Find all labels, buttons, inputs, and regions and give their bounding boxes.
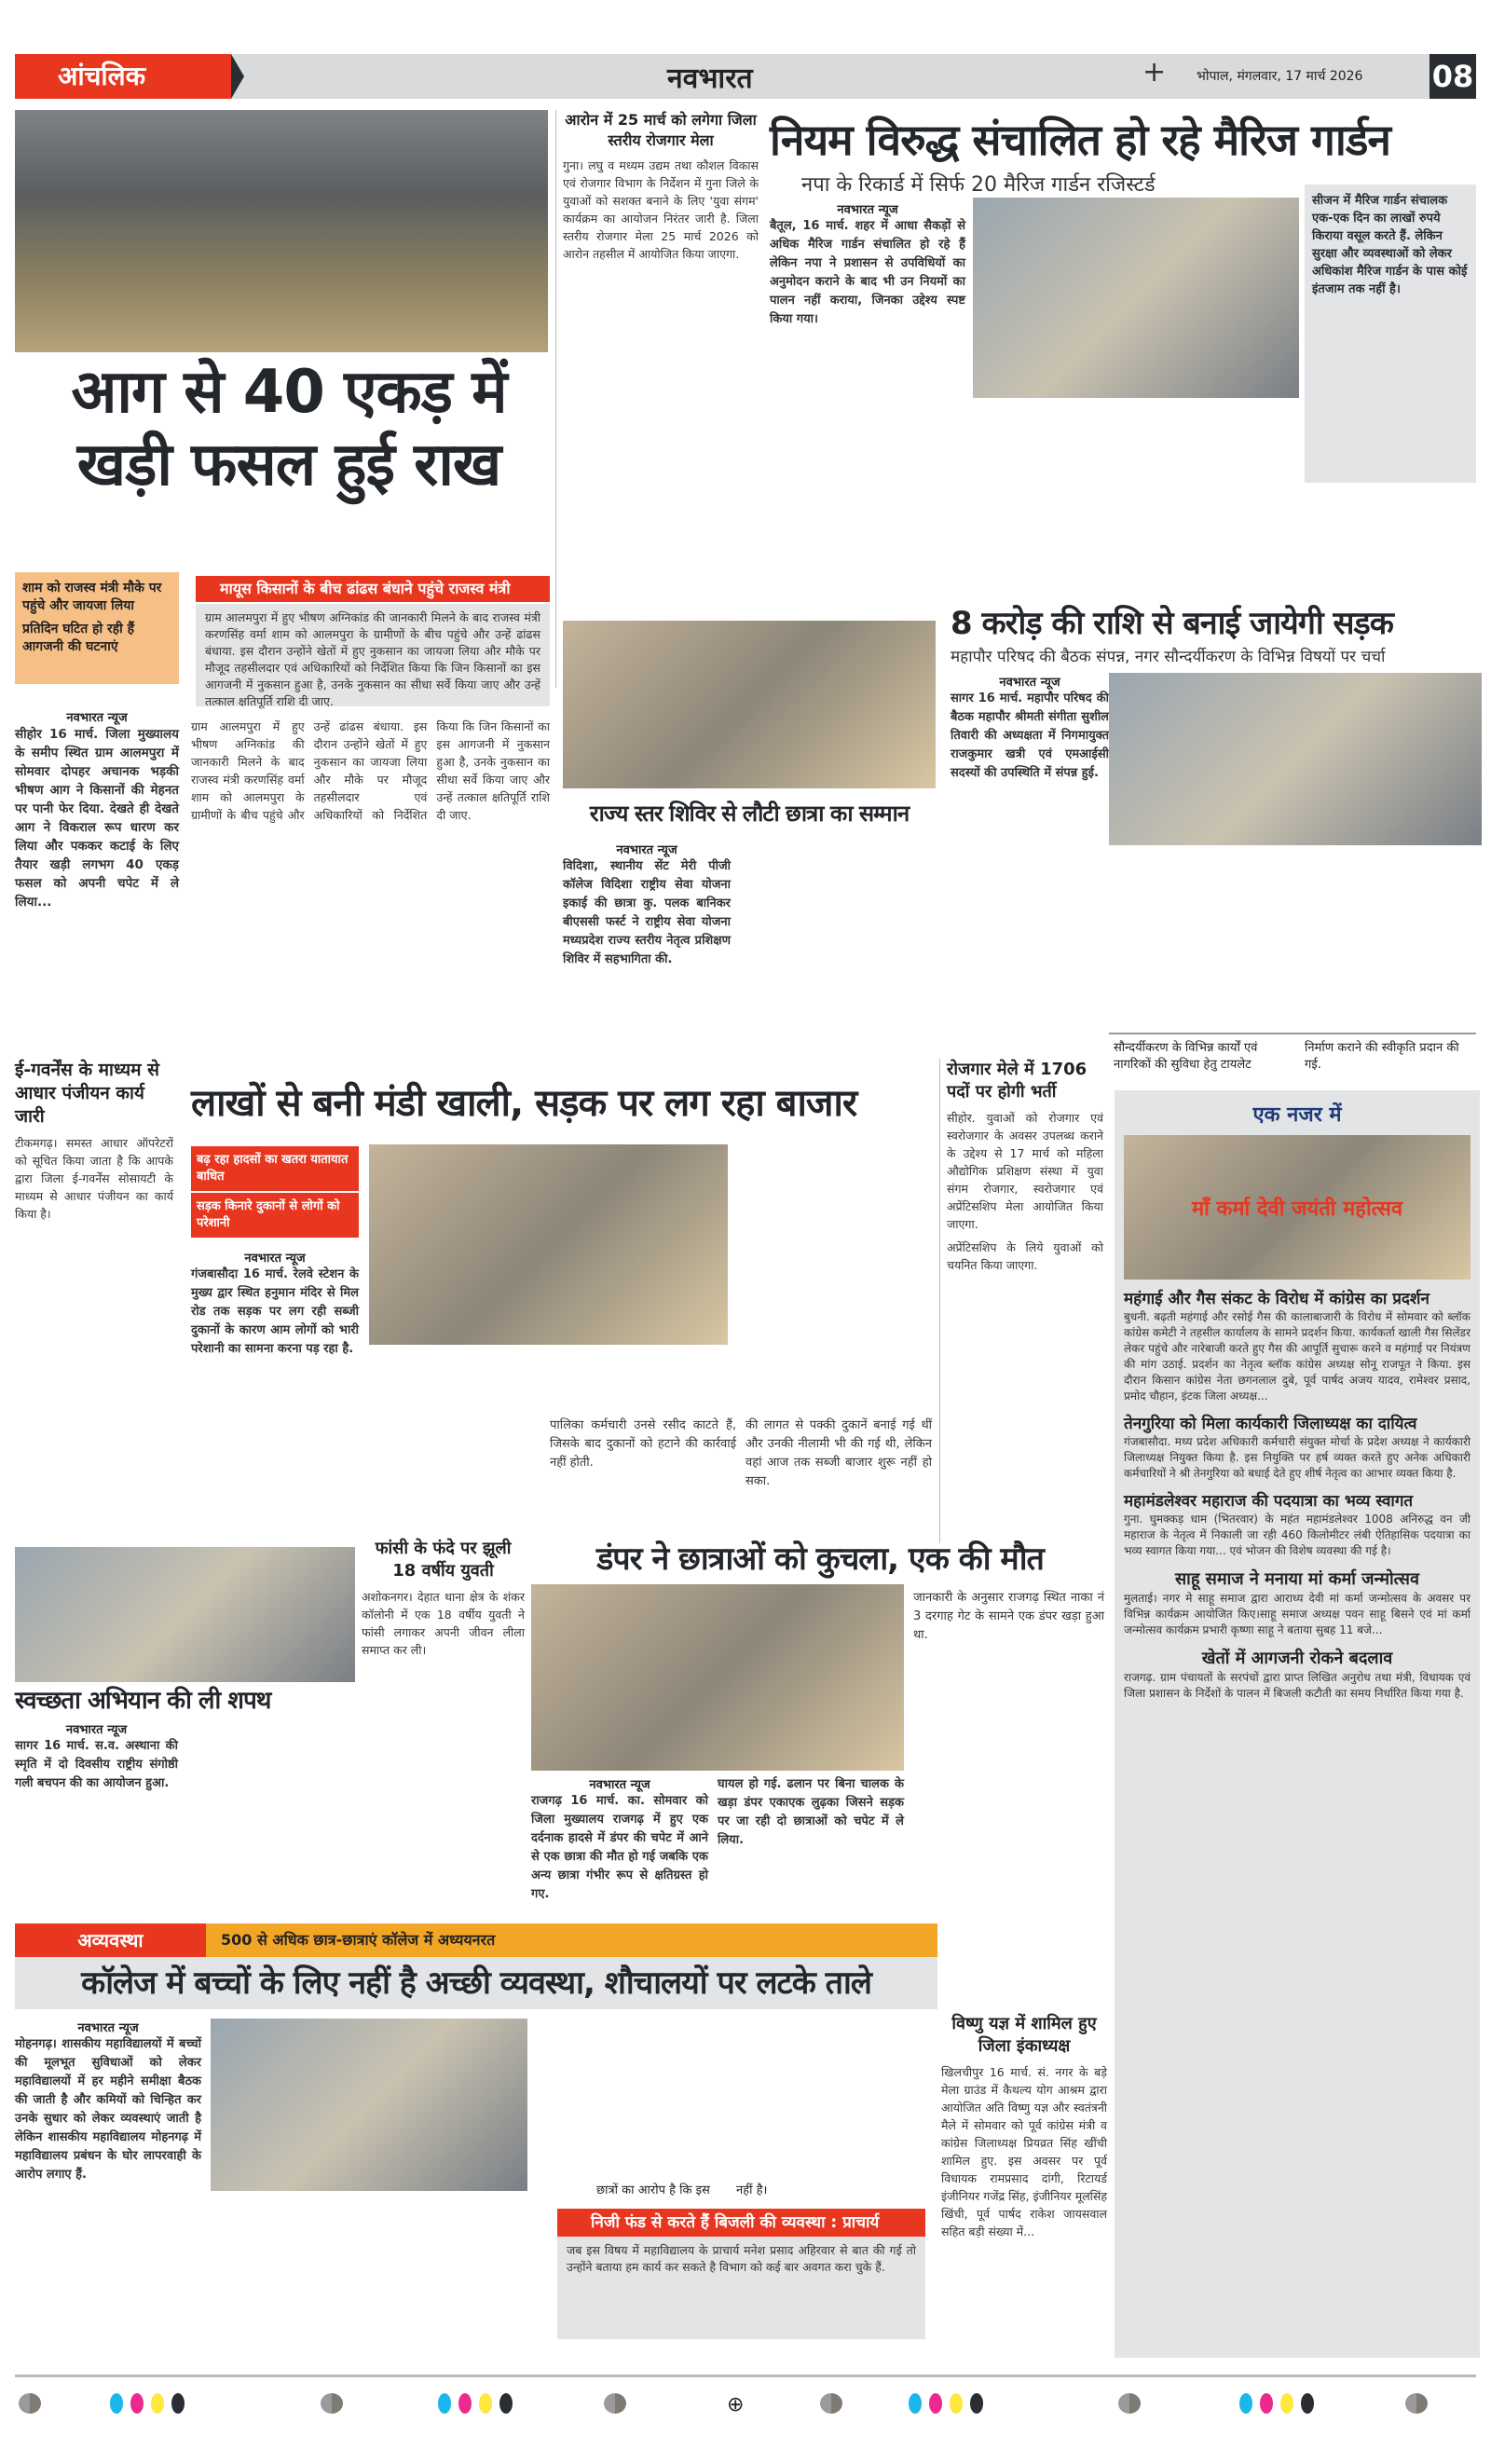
fire-subbody: ग्राम आलमपुरा में हुए भीषण अग्निकांड की जानकारी मिलने के बाद राजस्व मंत्री करणसिंह वर्मा शाम को आलमपुरा के ग्रामीणों के बीच पहुंचे और उन्हें ढांढस बंधाया. इस दौरान उन्होंने खेतों में हुए नुकसान का जायजा लिया और मौके पर मौजूद तहसीलदार एवं अधिकारियों को निर्देशित किया कि जिन किसानों का इस आगजनी में नुकसान हुआ है, उनके नुकसान का सीधा सर्वे किया जाए और उन्हें तत्काल क्षतिपूर्ति राशि दी जाए.	[196, 604, 550, 706]
fire-body: सीहोर 16 मार्च. जिला मुख्यालय के समीप स्थित ग्राम आलमपुरा में सोमवार दोपहर अचानक भड़की भीषण आग ने किसानों की मेहनत पर पानी फेर दिया. देखते ही देखते आग ने विकराल रूप धारण कर लिया और पककर कटाई के लिए तैयार खड़ी लगभग 40 एकड़ फसल को अपनी चपेट में ले लिया...	[15, 727, 179, 910]
ek-nazar-panel	[1115, 1090, 1480, 2358]
byline: नवभारत न्यूज	[999, 676, 1060, 690]
rojgar-ending: अप्रेंटिसशिप के लिये युवाओं को चयनित किया जाएगा.	[947, 1240, 1103, 1272]
rojgar-body: सीहोर. युवाओं को रोजगार एवं स्वरोजगार के अवसर उपलब्ध कराने के उद्देश्य से 17 मार्च को महिला औद्योगिक प्रशिक्षण संस्था में युवा संगम रोजगार, स्वरोजगार एवं अप्रेंटिसशिप मेला आयोजित किया जाएगा.	[947, 1111, 1103, 1231]
hanging-headline: फांसी के फंदे पर झूली 18 वर्षीय युवती	[375, 1539, 512, 1581]
page-number: 08	[1429, 54, 1476, 99]
fire-body-cols: ग्राम आलमपुरा में हुए भीषण अग्निकांड की जानकारी मिलने के बाद राजस्व मंत्री करणसिंह वर्मा शाम को आलमपुरा के ग्रामीणों के बीच पहुंचे और उन्हें ढांढस बंधाया. इस दौरान उन्होंने खेतों में हुए नुकसान का जायजा लिया और मौके पर मौजूद तहसीलदार एवं अधिकारियों को निर्देशित किया कि जिन किसानों का इस आगजनी में नुकसान हुआ है, उनके नुकसान का सीधा सर्वे किया जाए और उन्हें तत्काल क्षतिपूर्ति राशि दी जाए.	[191, 719, 550, 822]
registration-cross-icon: +	[1142, 56, 1167, 89]
fire-headline: आग से 40 एकड़ में खड़ी फसल हुई राख	[71, 358, 507, 500]
dumper-caption: घायल हो गई. ढलान पर बिना चालक के खड़ा डंपर एकाएक लुढ़का जिसने सड़क पर जा रही दो छात्राओं को चपेट में ले लिया.	[718, 1777, 904, 1847]
college-body: मोहनगढ़। शासकीय महाविद्यालयों में बच्चों की मूलभूत सुविधाओं को लेकर महाविद्यालयों में हर महीने समीक्षा बैठक की जाती है और कमियों को चिन्हित कर उनके सुधार को लेकर व्यवस्थाएं जाती है लेकिन शासकीय महाविद्यालय मोहनगढ़ में महाविद्यालय प्रबंधन के घोर लापरवाही के आरोप लगाए हैं.	[15, 2037, 201, 2182]
crosshair-icon: ⊕	[727, 2393, 745, 2416]
camp-headline: राज्य स्तर शिविर से लौटी छात्रा का सम्मान	[589, 801, 910, 827]
mandi-callout: बढ़ रहा हादसों का खतरा यातायात बाधित	[191, 1146, 359, 1191]
egov-headline: ई-गवर्नेंस के माध्यम से आधार पंजीयन कार्य जारी	[15, 1060, 159, 1127]
ek-nazar-item: महंगाई और गैस संकट के विरोध में कांग्रेस का प्रदर्शन बुधनी. बढ़ती महंगाई और रसोई गैस की कालाबाजारी के विरोध में सोमवार को ब्लॉक कांग्रेस कमेटी ने तहसील कार्यालय के सामने प्रदर्शन किया. कार्यकर्ता खाली गैस सिलेंडर लेकर पहुंचे और नारेबाजी करते हुए गैस की आपूर्ति सुचारू करने व महंगाई पर नियंत्रण की मांग उठाई. प्रदर्शन का नेतृत्व ब्लॉक कांग्रेस अध्यक्ष सोनू राजपूत ने किया. इस दौरान किसान कांग्रेस नेता छगनलाल दुबे, पूर्व पार्षद अजय यादव, रामेश्वर प्रसाद, प्रमोद चौहान, इंटक जिला अध्यक्ष...	[1124, 1290, 1470, 1403]
egov-body: टीकमगढ़। समस्त आधार ऑपरेटरों को सूचित किया जाता है कि आपके द्वारा जिला ई-गवर्नेंस सोसायटी के माध्यम से आधार पंजीयन का कार्य किया है।	[15, 1136, 173, 1221]
marriage-garden-photo	[973, 198, 1299, 398]
college-photo	[211, 2019, 527, 2191]
ek-nazar-item: साहू समाज ने मनाया मां कर्मा जन्मोत्सव मुलताई। नगर मे साहू समाज द्वारा आराध्य देवी मां कर्मा जन्मोत्सव के अवसर पर विभिन्न कार्यक्रम आयोजित किए।साहू समाज अध्यक्ष पवन साहू बिसने एवं मां कर्मा जन्मोत्सव कार्यक्रम प्रभारी कृष्णा साहू ने बताया सुबह 11 बजे...	[1124, 1569, 1470, 1636]
byline: नवभारत न्यूज	[244, 1252, 306, 1266]
mandi-headline: लाखों से बनी मंडी खाली, सड़क पर लग रहा बाजार	[191, 1082, 857, 1125]
gray-mark-icon	[820, 2393, 842, 2414]
byline: नवभारत न्यूज	[837, 203, 898, 217]
gray-mark-icon	[19, 2393, 41, 2414]
byline: नवभारत न्यूज	[77, 2021, 139, 2035]
college-kicker: 500 से अधिक छात्र-छात्राएं कॉलेज में अध्ययनरत	[206, 1923, 937, 1957]
swachhta-body: सागर 16 मार्च. स.व. अस्थाना की स्मृति में दो दिवसीय राष्ट्रीय संगोष्ठी गली बचपन की का आयोजन हुआ.	[15, 1739, 178, 1790]
meeting-photo	[1109, 673, 1482, 845]
bullet-item: शाम को राजस्व मंत्री मौके पर पहुंचे और जायजा लिया	[22, 581, 162, 613]
gray-mark-icon	[1405, 2393, 1428, 2414]
fire-bullets	[15, 572, 179, 684]
dumper-photo	[531, 1584, 904, 1771]
marriage-deck: नपा के रिकार्ड में सिर्फ 20 मैरिज गार्डन रजिस्टर्ड	[801, 173, 1156, 197]
college-subheadline: निजी फंड से करते हैं बिजली की व्यवस्था : प्राचार्य	[557, 2209, 925, 2237]
gray-mark-icon	[1118, 2393, 1141, 2414]
camp-body: विदिशा, स्थानीय सेंट मेरी पीजी कॉलेज विदिशा राष्ट्रीय सेवा योजना इकाई की छात्रा कु. पलक बानिकर बीएससी फर्स्ट ने राष्ट्रीय सेवा योजना मध्यप्रदेश राज्य स्तरीय नेतृत्व प्रशिक्षण शिविर में सहभागिता की.	[563, 859, 731, 966]
mandi-body: गंजबासौदा 16 मार्च. रेलवे स्टेशन के मुख्य द्वार स्थित हनुमान मंदिर से मिल रोड तक सड़क पर लग रही सब्जी दुकानों के कारण आम लोगों को भारी परेशानी का सामना करना पड़ रहा है.	[191, 1267, 359, 1356]
marriage-body: बैतूल, 16 मार्च. शहर में आधा सैकड़ों से अधिक मैरिज गार्डन संचालित हो रहे हैं लेकिन नपा ने प्रशासन से उपविधियों का अनुमोदन कराने के बाद भी उन नियमों का पालन नहीं कराया, जिनका उद्देश्य स्पष्ट किया गया।	[770, 219, 965, 326]
road-deck: महापौर परिषद की बैठक संपन्न, नगर सौन्दर्यीकरण के विभिन्न विषयों पर चर्चा	[951, 648, 1386, 666]
college-note-2: नहीं है।	[736, 2183, 768, 2197]
bullet-item: प्रतिदिन घटित हो रही हैं आगजनी की घटनाएं	[22, 622, 135, 654]
cmyk-mark-icon	[438, 2393, 513, 2414]
vishnu-body: खिलचीपुर 16 मार्च. सं. नगर के बड़े मेला ग्राउंड में कैथल्य योग आश्रम द्वारा आयोजित अति विष्णु यज्ञ और स्वतंत्रनी मैले में सोमवार को पूर्व कांग्रेस मंत्री व कांग्रेस जिलाध्यक्ष प्रियव्रत सिंह खींची शामिल हुए. इस अवसर पर पूर्व विधायक रामप्रसाद दांगी, रिटायर्ड इंजीनियर गजेंद्र सिंह, इंजीनियर मूलसिंह खिंची, पूर्व पार्षद राकेश जायसवाल सहित बड़ी संख्या में...	[941, 2065, 1107, 2238]
event-banner-photo: माँ कर्मा देवी जयंती महोत्सव	[1124, 1135, 1470, 1280]
masthead	[15, 54, 1476, 99]
college-tag: अव्यवस्था	[15, 1923, 206, 1957]
jobfair-body: गुना। लघु व मध्यम उद्यम तथा कौशल विकास एवं रोजगार विभाग के निर्देशन में गुना जिले के युवाओं को सशक्त बनाने के लिए 'युवा संगम' कार्यक्रम का आयोजन निरंतर जारी है. जिला स्तरीय रोजगार मेला 25 मार्च 2026 को आरोन तहसील में आयोजित किया जाएगा.	[563, 158, 759, 261]
college-headline: कॉलेज में बच्चों के लिए नहीं है अच्छी व्यवस्था, शौचालयों पर लटके ताले	[15, 1957, 937, 2009]
ek-nazar-title: एक नजर में	[1252, 1103, 1342, 1127]
dumper-right-body: जानकारी के अनुसार राजगढ़ स्थित नाका नं 3 दरगाह गेट के सामने एक डंपर खड़ा हुआ था.	[913, 1591, 1104, 1642]
gray-mark-icon	[604, 2393, 626, 2414]
marriage-headline: नियम विरुद्ध संचालित हो रहे मैरिज गार्डन	[770, 115, 1390, 165]
swachhta-headline: स्वच्छता अभियान की ली शपथ	[15, 1687, 271, 1715]
mandi-excerpt-1: पालिका कर्मचारी उनसे रसीद काटते हैं, जिसके बाद दुकानों को हटाने की कार्रवाई नहीं होती.	[550, 1418, 736, 1470]
ek-nazar-item: तेनगुरिया को मिला कार्यकारी जिलाध्यक्ष का दायित्व गंजबासौदा. मध्य प्रदेश अधिकारी कर्मचारी संयुक्त मोर्चा के प्रदेश अध्यक्ष ने कार्यकारी जिलाध्यक्ष नियुक्त किया है. इस नियुक्ति पर हर्ष व्यक्त करते हुए अनेक अधिकारी कर्मचारियों ने श्री तेनगुरिया को बधाई देते हुए शीर्ष नेतृत्व का आभार व्यक्त किया है.	[1124, 1415, 1470, 1480]
edition-date: भोपाल, मंगलवार, 17 मार्च 2026	[1197, 69, 1363, 84]
road-footer-left: सौन्दर्यीकरण के विभिन्न कार्यों एवं नागरिकों की सुविधा हेतु टायलेट	[1114, 1041, 1258, 1072]
road-headline: 8 करोड़ की राशि से बनाई जायेगी सड़क	[951, 605, 1393, 642]
cmyk-mark-icon	[909, 2393, 983, 2414]
camp-photo	[563, 621, 936, 788]
mandi-excerpt-2: की लागत से पक्की दुकानें बनाई गई थीं और उनकी नीलामी भी की गई थी, लेकिन वहां आज तक सब्जी बाजार शुरू नहीं हो सका.	[746, 1418, 932, 1488]
fire-photo	[15, 110, 548, 352]
ek-nazar-item: महामंडलेश्वर महाराज की पदयात्रा का भव्य स्वागत गुना. घुमक्कड़ धाम (भितरवार) के महंत महामंडलेश्वर 1008 अनिरुद्ध वन जी महाराज के नेतृत्व में निकाली जा रही 460 किलोमीटर लंबी ऐतिहासिक पदयात्रा का भव्य स्वागत किया गया... एवं भोजन की विशेष व्यवस्था की गई है।	[1124, 1492, 1470, 1557]
cmyk-mark-icon	[110, 2393, 185, 2414]
cmyk-mark-icon	[1239, 2393, 1314, 2414]
gray-mark-icon	[321, 2393, 343, 2414]
dumper-body: राजगढ़ 16 मार्च. का. सोमवार को जिला मुख्यालय राजगढ़ में हुए एक दर्दनाक हादसे में डंपर की चपेट में आने से एक छात्रा की मौत हो गई जबकि एक अन्य छात्रा गंभीर रूप से क्षतिग्रस्त हो गए.	[531, 1794, 708, 1901]
print-marks	[19, 2393, 41, 2414]
jobfair-headline: आरोन में 25 मार्च को लगेगा जिला स्तरीय रोजगार मेला	[565, 111, 757, 149]
hanging-body: अशोकनगर। देहात थाना क्षेत्र के शंकर कॉलोनी में एक 18 वर्षीय युवती ने फांसी लगाकर अपनी जीवन लीला समाप्त कर ली।	[362, 1590, 525, 1657]
road-footer-right: निर्माण कराने की स्वीकृति प्रदान की गई.	[1305, 1041, 1459, 1072]
road-body: सागर 16 मार्च. महापौर परिषद की बैठक महापौर श्रीमती संगीता सुशील तिवारी की अध्यक्षता में निगमायुक्त राजकुमार खत्री एवं एमआईसी सदस्यों की उपस्थिति में संपन्न हुई.	[951, 691, 1109, 780]
newspaper-brand: नवभारत	[667, 62, 753, 95]
byline: नवभारत न्यूज	[616, 843, 677, 857]
byline: नवभारत न्यूज	[66, 711, 128, 725]
ek-nazar-item: खेतों में आगजनी रोकने बदलाव राजगढ़. ग्राम पंचायतों के सरपंचों द्वारा प्राप्त लिखित अनुरोध तथा मंत्री, विधायक एवं जिला प्रशासन के निर्देशों के पालन में बिजली कटौती का समय निर्धारित किया गया है.	[1124, 1649, 1470, 1700]
byline: नवभारत न्यूज	[65, 1723, 128, 1737]
swachhta-photo	[15, 1547, 355, 1682]
section-tag: आंचलिक	[15, 54, 231, 99]
byline: नवभारत न्यूज	[589, 1778, 650, 1792]
vishnu-headline: विष्णु यज्ञ में शामिल हुए जिला इंकाध्यक्ष	[951, 2014, 1097, 2056]
mandi-photo	[369, 1144, 728, 1345]
marriage-pull-quote: सीजन में मैरिज गार्डन संचालक एक-एक दिन का लाखों रुपये किराया वसूल करते हैं. लेकिन सुरक्षा और व्यवस्थाओं को लेकर अधिकांश मैरिज गार्डन के पास कोई इंतजाम तक नहीं है।	[1305, 185, 1476, 483]
dumper-headline: डंपर ने छात्राओं को कुचला, एक की मौत	[596, 1540, 1044, 1578]
college-note: छात्रों का आरोप है कि इस	[596, 2183, 710, 2197]
college-subbody: जब इस विषय में महाविद्यालय के प्राचार्य मनेश प्रसाद अहिरवार से बात की गई तो उन्होंने बताया हम कार्य कर सकते है विभाग को कई बार अवगत करा चुके हैं.	[557, 2237, 925, 2339]
rojgar-headline: रोजगार मेले में 1706 पदों पर होगी भर्ती	[947, 1060, 1087, 1102]
mandi-callout: सड़क किनारे दुकानों से लोगों को परेशानी	[191, 1193, 359, 1238]
college-kicker-bar	[15, 1923, 937, 1957]
fire-subheadline: मायूस किसानों के बीच ढांढस बंधाने पहुंचे राजस्व मंत्री	[196, 576, 550, 602]
